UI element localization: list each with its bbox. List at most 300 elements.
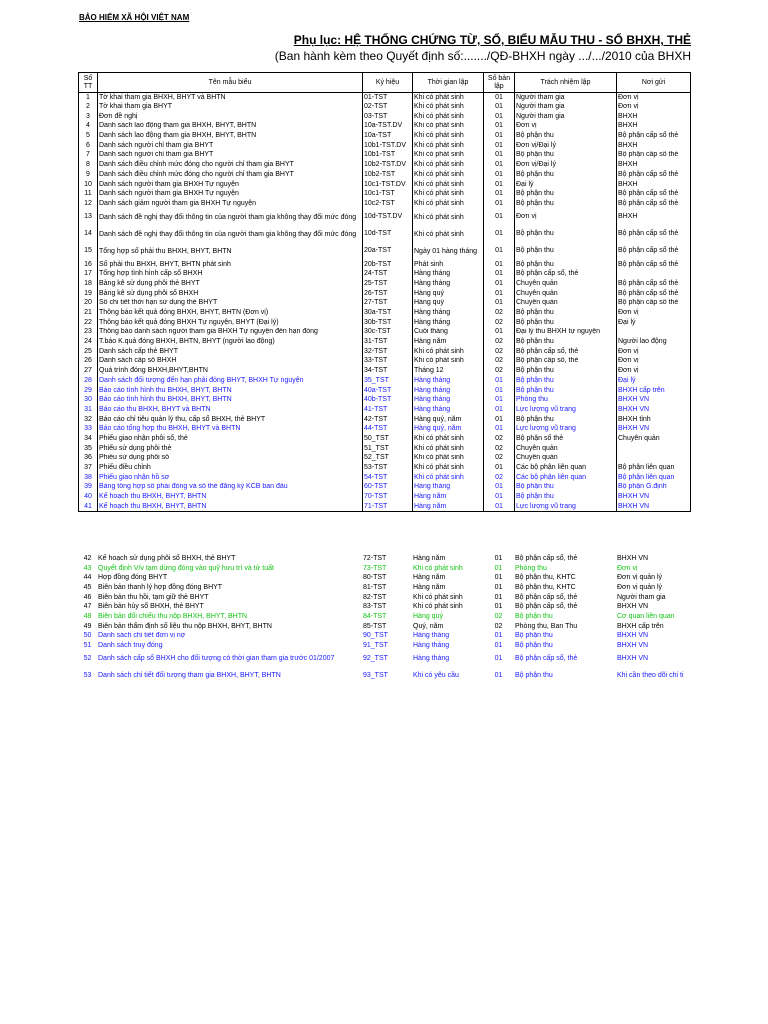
col-header-responsible: Trách nhiệm lập <box>515 73 617 93</box>
copies-cell: 01 <box>494 642 503 650</box>
code-cell: 82-TST <box>363 593 387 601</box>
responsible-cell: Bộ phận cấp sổ, thẻ <box>515 554 578 562</box>
time-cell: Hàng năm <box>413 492 484 502</box>
copies-cell: 02 <box>484 444 515 454</box>
responsible-cell: Bộ phận cấp sổ, thẻ <box>515 655 578 663</box>
table-row <box>78 651 690 668</box>
send-to-cell: Bộ phận cấp sổ thẻ <box>617 199 691 209</box>
table-row <box>79 473 691 483</box>
send-to-cell: Bộ phận cấp sổ thẻ <box>617 131 691 141</box>
table-row <box>79 102 691 112</box>
code-cell: 20b-TST <box>363 260 413 270</box>
table-row <box>78 583 690 593</box>
responsible-cell: Đơn vị <box>515 209 617 226</box>
send-to-cell: BHXH <box>617 112 691 122</box>
table-row <box>79 170 691 180</box>
table-row <box>79 502 691 512</box>
send-to-cell: BHXH VN <box>617 492 691 502</box>
table-row <box>79 180 691 190</box>
time-cell: Hàng năm <box>413 337 484 347</box>
table-row <box>79 160 691 170</box>
responsible-cell: Đơn vị/Đại lý <box>515 141 617 151</box>
send-to-cell: Cơ quan liên quan <box>617 612 675 620</box>
copies-cell: 01 <box>484 209 515 226</box>
stt-cell: 15 <box>79 243 98 260</box>
send-to-cell: Bộ phận cấp sổ thẻ <box>617 189 691 199</box>
send-to-cell <box>617 444 691 454</box>
stt-cell: 45 <box>83 583 92 591</box>
table-row <box>79 151 691 161</box>
responsible-cell: Các bộ phận liên quan <box>515 473 617 483</box>
responsible-cell: Bộ phận thu <box>515 226 617 243</box>
stt-cell: 30 <box>79 395 98 405</box>
table-row <box>79 141 691 151</box>
table-row <box>78 612 690 622</box>
name-cell: Thông báo kết quả đóng BHXH, BHYT, BHTN (Đơn vị) <box>98 308 363 318</box>
stt-cell: 35 <box>79 444 98 454</box>
stt-cell: 49 <box>83 622 92 630</box>
name-cell: Danh sách điều chỉnh mức đóng cho người chỉ tham gia BHYT <box>98 160 363 170</box>
copies-cell: 01 <box>484 151 515 161</box>
responsible-cell: Phòng thu, Ban Thu <box>515 622 578 630</box>
name-cell: Kế hoạch thu BHXH, BHYT, BHTN <box>98 502 363 512</box>
name-cell: Bảng tổng hợp sổ phải đóng và sổ thẻ đăng ký KCB ban đầu <box>98 483 363 493</box>
stt-cell: 29 <box>79 386 98 396</box>
send-to-cell: BHXH cấp trên <box>617 622 664 630</box>
time-cell: Khi có phát sinh <box>413 199 484 209</box>
table-row <box>79 131 691 141</box>
send-to-cell: BHXH VN <box>617 395 691 405</box>
copies-cell: 01 <box>494 603 503 611</box>
forms-table <box>78 72 691 512</box>
name-cell: Danh sách giảm người tham gia BHXH Tự nguyện <box>98 199 363 209</box>
time-cell: Hàng quý, năm <box>413 424 484 434</box>
stt-cell: 47 <box>83 603 92 611</box>
responsible-cell: Phòng thu <box>515 395 617 405</box>
copies-cell: 01 <box>494 574 503 582</box>
forms-table-continued <box>78 554 690 685</box>
stt-cell: 38 <box>79 473 98 483</box>
table-row <box>79 289 691 299</box>
code-cell: 51_TST <box>363 444 413 454</box>
stt-cell: 25 <box>79 347 98 357</box>
copies-cell: 02 <box>494 612 503 620</box>
document-subtitle: (Ban hành kèm theo Quyết định số:......./QĐ-BHXH ngày .../.../2010 của BHXH <box>274 49 691 63</box>
time-cell: Hàng năm <box>413 502 484 512</box>
responsible-cell: Bộ phận thu <box>515 243 617 260</box>
time-cell: Khi có phát sinh <box>413 463 484 473</box>
stt-cell: 34 <box>79 434 98 444</box>
send-to-cell: BHXH VN <box>617 554 649 562</box>
responsible-cell: Bộ phận cấp sổ, thẻ <box>515 347 617 357</box>
table-row <box>78 554 690 564</box>
stt-cell: 11 <box>79 189 98 199</box>
time-cell: Khi có phát sinh <box>413 444 484 454</box>
copies-cell: 01 <box>484 260 515 270</box>
code-cell: 81-TST <box>363 583 387 591</box>
time-cell: Hàng quý <box>413 289 484 299</box>
code-cell: 10b1-TST <box>363 151 413 161</box>
table-row <box>79 226 691 243</box>
code-cell: 73-TST <box>363 564 387 572</box>
time-cell: Hàng tháng <box>413 483 484 493</box>
col-header-time: Thời gian lập <box>413 73 484 93</box>
time-cell: Hàng tháng <box>413 386 484 396</box>
responsible-cell: Bộ phận cấp sổ, thẻ <box>515 357 617 367</box>
copies-cell: 02 <box>484 308 515 318</box>
table-row <box>78 602 690 612</box>
stt-cell: 42 <box>83 554 92 562</box>
document-title: Phụ lục: HỆ THỐNG CHỨNG TỪ, SỔ, BIỂU MẪU THU - SỔ BHXH, THẺ <box>293 33 691 47</box>
responsible-cell: Chuyên quản <box>515 299 617 309</box>
stt-cell: 9 <box>79 170 98 180</box>
code-cell: 20a-TST <box>363 243 413 260</box>
stt-cell: 10 <box>79 180 98 190</box>
stt-cell: 43 <box>83 564 92 572</box>
responsible-cell: Đại lý thu BHXH tự nguyện <box>515 328 617 338</box>
table-row <box>79 357 691 367</box>
send-to-cell: Bộ phận liên quan <box>617 473 691 483</box>
copies-cell: 01 <box>484 463 515 473</box>
responsible-cell: Bộ phận thu <box>515 376 617 386</box>
send-to-cell: Bộ phận cấp sổ thẻ <box>617 226 691 243</box>
code-cell: 10d-TST.DV <box>363 209 413 226</box>
copies-cell: 01 <box>494 554 503 562</box>
stt-cell: 28 <box>79 376 98 386</box>
responsible-cell: Bộ phận thu <box>515 131 617 141</box>
stt-cell: 40 <box>79 492 98 502</box>
code-cell: 50_TST <box>363 434 413 444</box>
code-cell: 53-TST <box>363 463 413 473</box>
code-cell: 35_TST <box>363 376 413 386</box>
name-cell: Phiếu giao nhận phôi sổ, thẻ <box>98 434 363 444</box>
table-row <box>79 376 691 386</box>
stt-cell: 32 <box>79 415 98 425</box>
send-to-cell <box>617 454 691 464</box>
time-cell: Khi có phát sinh <box>413 209 484 226</box>
code-cell: 10b1-TST.DV <box>363 141 413 151</box>
time-cell: Tháng 12 <box>413 366 484 376</box>
responsible-cell: Bộ phận thu <box>515 337 617 347</box>
send-to-cell: Bộ phận cấp sổ thẻ <box>617 151 691 161</box>
name-cell: Danh sách cấp thẻ BHYT <box>98 347 363 357</box>
responsible-cell: Bộ phận thu <box>515 483 617 493</box>
time-cell: Hàng tháng <box>413 632 450 640</box>
responsible-cell: Chuyên quản <box>515 444 617 454</box>
table-row <box>79 337 691 347</box>
name-cell: Kế hoạch thu BHXH, BHYT, BHTN <box>98 492 363 502</box>
name-cell: Danh sách truy đóng <box>98 642 163 650</box>
code-cell: 10c1-TST <box>363 189 413 199</box>
time-cell: Khi có phát sinh <box>413 434 484 444</box>
name-cell: Biên bản thanh lý hợp đồng đóng BHYT <box>98 583 223 591</box>
send-to-cell: Đơn vị <box>617 102 691 112</box>
send-to-cell: BHXH VN <box>617 424 691 434</box>
responsible-cell: Bộ phận thu <box>515 672 553 680</box>
time-cell: Ngày 01 hàng tháng <box>413 243 484 260</box>
stt-cell: 22 <box>79 318 98 328</box>
name-cell: Danh sách đề nghị thay đổi thông tin của người tham gia không thay đổi mức đóng <box>98 226 363 243</box>
stt-cell: 46 <box>83 593 92 601</box>
time-cell: Khi có phát sinh <box>413 357 484 367</box>
code-cell: 10a-TST.DV <box>363 122 413 132</box>
send-to-cell: BHXH cấp trên <box>617 386 691 396</box>
send-to-cell: Đơn vị quản lý <box>617 583 663 591</box>
time-cell: Hàng quý <box>413 612 443 620</box>
table-row <box>79 366 691 376</box>
responsible-cell: Phòng thu <box>515 564 547 572</box>
time-cell: Khi có phát sinh <box>413 226 484 243</box>
copies-cell: 02 <box>484 318 515 328</box>
stt-cell: 3 <box>79 112 98 122</box>
stt-cell: 51 <box>83 642 92 650</box>
time-cell: Hàng tháng <box>413 308 484 318</box>
stt-cell: 50 <box>83 632 92 640</box>
name-cell: Danh sách người chỉ tham gia BHYT <box>98 151 363 161</box>
time-cell: Khi có phát sinh <box>413 160 484 170</box>
code-cell: 30c-TST <box>363 328 413 338</box>
send-to-cell <box>617 328 691 338</box>
stt-cell: 2 <box>79 102 98 112</box>
stt-cell: 6 <box>79 141 98 151</box>
name-cell: Thông báo kết quả đóng BHXH Tự nguyện, BHYT (Đại lý) <box>98 318 363 328</box>
send-to-cell: Bộ phận cấp sổ thẻ <box>617 170 691 180</box>
time-cell: Khi có phát sinh <box>413 112 484 122</box>
send-to-cell: Khi cần theo dõi chi ti <box>617 672 684 680</box>
table-row <box>79 492 691 502</box>
responsible-cell: Chuyên quản <box>515 289 617 299</box>
code-cell: 10c2-TST <box>363 199 413 209</box>
time-cell: Khi có phát sinh <box>413 102 484 112</box>
name-cell: Báo cáo chỉ tiêu quản lý thu, cấp sổ BHXH, thẻ BHYT <box>98 415 363 425</box>
stt-cell: 36 <box>79 454 98 464</box>
code-cell: 91_TST <box>363 642 388 650</box>
table-row <box>78 564 690 574</box>
name-cell: Biên bản hủy sổ BHXH, thẻ BHYT <box>98 603 204 611</box>
code-cell: 25-TST <box>363 279 413 289</box>
stt-cell: 5 <box>79 131 98 141</box>
name-cell: Báo cáo tổng hợp thu BHXH, BHYT và BHTN <box>98 424 363 434</box>
name-cell: Phiếu sử dụng phôi sổ <box>98 454 363 464</box>
time-cell: Hàng năm <box>413 574 446 582</box>
send-to-cell: Đơn vị <box>617 93 691 103</box>
stt-cell: 41 <box>79 502 98 512</box>
name-cell: Tờ khai tham gia BHXH, BHYT và BHTN <box>98 93 363 103</box>
name-cell: Danh sách người tham gia BHXH Tự nguyện <box>98 180 363 190</box>
stt-cell: 13 <box>79 209 98 226</box>
send-to-cell: BHXH <box>617 209 691 226</box>
name-cell: Biên bản thu hồi, tạm giữ thẻ BHYT <box>98 593 209 601</box>
name-cell: Quá trình đóng BHXH,BHYT,BHTN <box>98 366 363 376</box>
name-cell: Biên bản đối chiếu thu nộp BHXH, BHYT, BHTN <box>98 612 248 620</box>
name-cell: Danh sách người chỉ tham gia BHYT <box>98 141 363 151</box>
stt-cell: 18 <box>79 279 98 289</box>
table-row <box>78 632 690 642</box>
name-cell: Phiếu giao nhận hồ sơ <box>98 473 363 483</box>
name-cell: Báo cáo thu BHXH, BHYT và BHTN <box>98 405 363 415</box>
name-cell: Quyết định V/v tạm dừng đóng vào quỹ hưu trí và tử tuất <box>98 564 274 572</box>
send-to-cell: Người lao động <box>617 337 691 347</box>
time-cell: Khi có phát sinh <box>413 151 484 161</box>
copies-cell: 01 <box>484 386 515 396</box>
send-to-cell: Đại lý <box>617 376 691 386</box>
send-to-cell: Đơn vị <box>617 357 691 367</box>
table-row <box>78 573 690 583</box>
table-row <box>79 424 691 434</box>
code-cell: 84-TST <box>363 612 387 620</box>
code-cell: 60-TST <box>363 483 413 493</box>
stt-cell: 21 <box>79 308 98 318</box>
responsible-cell: Người tham gia <box>515 112 617 122</box>
copies-cell: 01 <box>484 483 515 493</box>
code-cell: 52_TST <box>363 454 413 464</box>
time-cell: Khi có phát sinh <box>413 189 484 199</box>
responsible-cell: Bộ phận thu <box>515 632 553 640</box>
table-row <box>79 93 691 103</box>
send-to-cell: BHXH <box>617 122 691 132</box>
copies-cell: 01 <box>484 122 515 132</box>
copies-cell: 01 <box>484 102 515 112</box>
send-to-cell: BHXH VN <box>617 642 649 650</box>
time-cell: Quý, năm <box>413 622 444 630</box>
send-to-cell: Đơn vị <box>617 564 638 572</box>
code-cell: 30a-TST <box>363 308 413 318</box>
copies-cell: 02 <box>484 347 515 357</box>
responsible-cell: Bộ phận thu <box>515 170 617 180</box>
time-cell: Khi có phát sinh <box>413 564 463 572</box>
responsible-cell: Chuyên quản <box>515 454 617 464</box>
name-cell: Danh sách cấp sổ BHXH <box>98 357 363 367</box>
stt-cell: 27 <box>79 366 98 376</box>
responsible-cell: Người tham gia <box>515 102 617 112</box>
code-cell: 01-TST <box>363 93 413 103</box>
table-row <box>79 318 691 328</box>
code-cell: 31-TST <box>363 337 413 347</box>
copies-cell: 02 <box>484 454 515 464</box>
send-to-cell: Bộ phận liên quan <box>617 463 691 473</box>
time-cell: Hàng tháng <box>413 279 484 289</box>
table-row <box>79 308 691 318</box>
time-cell: Hàng quý <box>413 299 484 309</box>
code-cell: 54-TST <box>363 473 413 483</box>
responsible-cell: Bộ phận thu, KHTC <box>515 574 576 582</box>
copies-cell: 01 <box>484 299 515 309</box>
col-header-send-to: Nơi gửi <box>617 73 691 93</box>
code-cell: 90_TST <box>363 632 388 640</box>
stt-cell: 37 <box>79 463 98 473</box>
name-cell: Tổng hợp số phải thu BHXH, BHYT, BHTN <box>98 243 363 260</box>
copies-cell: 01 <box>484 131 515 141</box>
stt-cell: 23 <box>79 328 98 338</box>
copies-cell: 01 <box>484 141 515 151</box>
responsible-cell: Đơn vị/Đại lý <box>515 160 617 170</box>
col-header-code: Ký hiệu <box>363 73 413 93</box>
code-cell: 40b-TST <box>363 395 413 405</box>
responsible-cell: Bộ phận thu <box>515 189 617 199</box>
table-row <box>79 209 691 226</box>
table-row <box>79 395 691 405</box>
send-to-cell: Bộ phận cấp sổ thẻ <box>617 299 691 309</box>
time-cell: Khi có phát sinh <box>413 122 484 132</box>
table-row <box>78 641 690 651</box>
table-row <box>79 269 691 279</box>
send-to-cell: Đơn vị quản lý <box>617 574 663 582</box>
stt-cell: 31 <box>79 405 98 415</box>
responsible-cell: Lực lượng vũ trang <box>515 502 617 512</box>
copies-cell: 01 <box>494 655 503 663</box>
name-cell: Bảng kê sử dụng phôi thẻ BHYT <box>98 279 363 289</box>
send-to-cell: Người tham gia <box>617 593 666 601</box>
copies-cell: 01 <box>484 289 515 299</box>
send-to-cell: BHXH <box>617 160 691 170</box>
code-cell: 83-TST <box>363 603 387 611</box>
name-cell: Danh sách lao động tham gia BHXH, BHYT, BHTN <box>98 122 363 132</box>
stt-cell: 17 <box>79 269 98 279</box>
table-row <box>79 299 691 309</box>
responsible-cell: Người tham gia <box>515 93 617 103</box>
send-to-cell: BHXH VN <box>617 502 691 512</box>
responsible-cell: Lực lượng vũ trang <box>515 405 617 415</box>
name-cell: Danh sách điều chỉnh mức đóng cho người chỉ tham gia BHYT <box>98 170 363 180</box>
time-cell: Hàng năm <box>413 583 446 591</box>
name-cell: Số phải thu BHXH, BHYT, BHTN phát sinh <box>98 260 363 270</box>
send-to-cell <box>617 269 691 279</box>
responsible-cell: Bộ phận cấp sổ, thẻ <box>515 603 578 611</box>
responsible-cell: Bộ phận thu <box>515 151 617 161</box>
responsible-cell: Bộ phận cấp sổ, thẻ <box>515 269 617 279</box>
copies-cell: 01 <box>484 170 515 180</box>
send-to-cell: Chuyên quản <box>617 434 691 444</box>
time-cell: Khi có phát sinh <box>413 593 463 601</box>
copies-cell: 01 <box>494 583 503 591</box>
table-row <box>79 260 691 270</box>
code-cell: 80-TST <box>363 574 387 582</box>
table-row <box>78 622 690 632</box>
responsible-cell: Đơn vị <box>515 122 617 132</box>
copies-cell: 01 <box>484 395 515 405</box>
time-cell: Hàng tháng <box>413 269 484 279</box>
send-to-cell: Bộ phận cấp sổ thẻ <box>617 243 691 260</box>
copies-cell: 02 <box>484 337 515 347</box>
table-row <box>79 454 691 464</box>
name-cell: Danh sách lao động tham gia BHXH, BHYT, BHTN <box>98 131 363 141</box>
responsible-cell: Lực lượng vũ trang <box>515 424 617 434</box>
time-cell: Hàng tháng <box>413 655 450 663</box>
code-cell: 10d-TST <box>363 226 413 243</box>
stt-cell: 1 <box>79 93 98 103</box>
table-header-row <box>79 73 691 93</box>
code-cell: 33-TST <box>363 357 413 367</box>
copies-cell: 01 <box>484 112 515 122</box>
code-cell: 10c1-TST.DV <box>363 180 413 190</box>
copies-cell: 01 <box>484 424 515 434</box>
copies-cell: 02 <box>484 434 515 444</box>
table-row <box>79 189 691 199</box>
copies-cell: 01 <box>484 93 515 103</box>
organization-name: BẢO HIỂM XÃ HỘI VIỆT NAM <box>79 13 190 22</box>
table-row <box>79 405 691 415</box>
time-cell: Khi có yêu cầu <box>413 672 459 680</box>
stt-cell: 53 <box>83 672 92 680</box>
stt-cell: 8 <box>79 160 98 170</box>
stt-cell: 33 <box>79 424 98 434</box>
time-cell: Hàng tháng <box>413 318 484 328</box>
col-header-name: Tên mẫu biểu <box>98 73 363 93</box>
responsible-cell: Các bộ phận liên quan <box>515 463 617 473</box>
code-cell: 93_TST <box>363 672 388 680</box>
responsible-cell: Bộ phận thu <box>515 308 617 318</box>
time-cell: Khi có phát sinh <box>413 180 484 190</box>
